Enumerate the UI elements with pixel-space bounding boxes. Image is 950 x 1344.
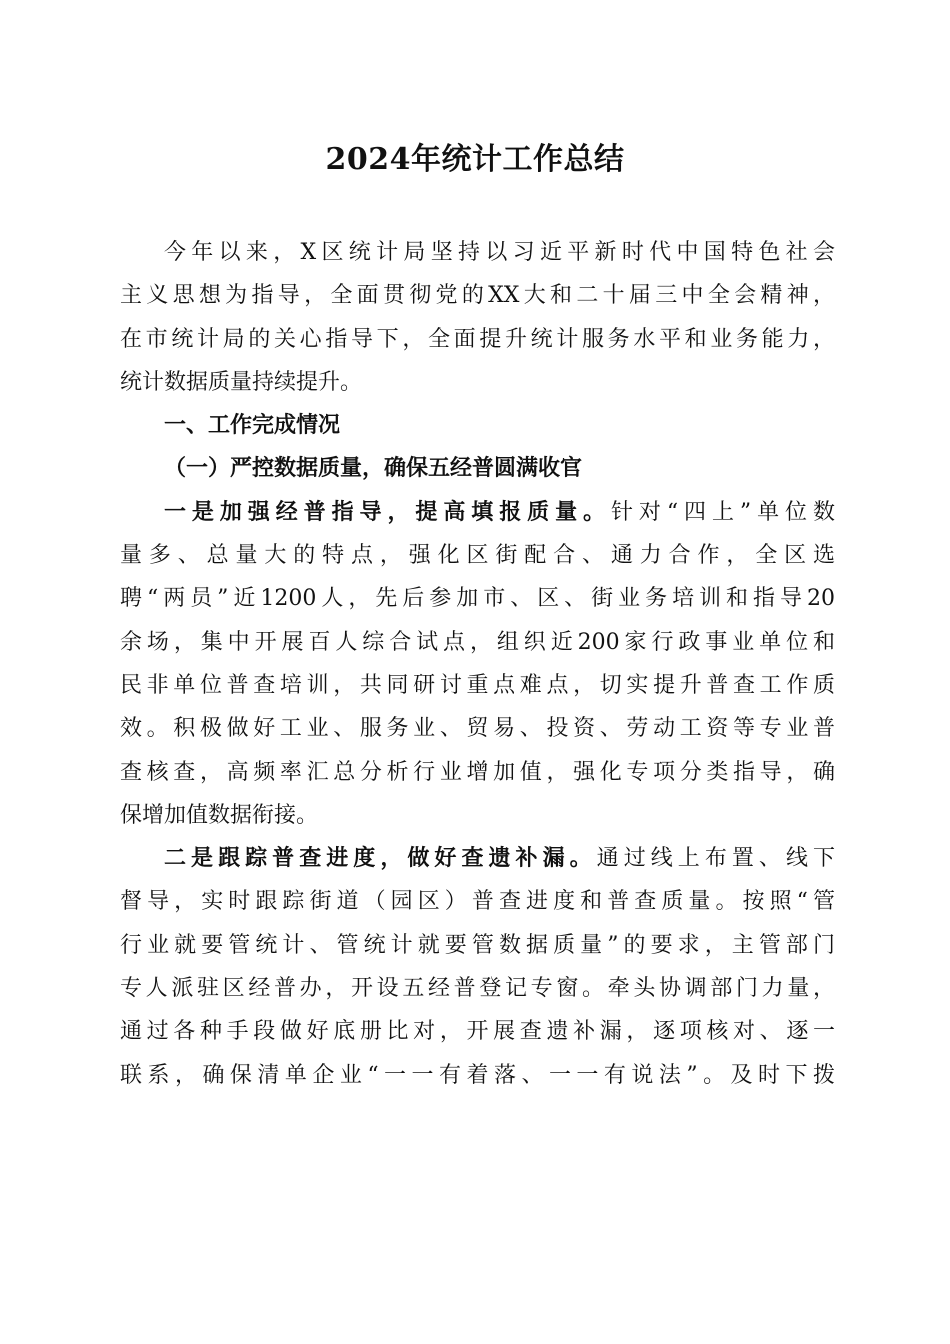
paragraph-line: 督导，实时跟踪街道（园区）普查进度和普查质量。按照“管: [120, 889, 835, 915]
document-title: 2024年统计工作总结: [325, 142, 625, 177]
paragraph-lead: 二是跟踪普查进度，做好查遗补漏。: [164, 845, 597, 872]
paragraph-text: 通过线上布置、线下: [596, 846, 835, 872]
paragraph-line: 民非单位普查培训，共同研讨重点难点，切实提升普查工作质: [120, 672, 835, 698]
intro-line: 统计数据质量持续提升。: [120, 369, 363, 395]
paragraph-line: [120, 837, 835, 880]
intro-line: 在市统计局的关心指导下，全面提升统计服务水平和业务能力，: [120, 326, 835, 352]
paragraph-line: [120, 491, 835, 534]
paragraph-line: 专人派驻区经普办，开设五经普登记专窗。牵头协调部门力量，: [120, 976, 835, 1002]
paragraph-line: 量多、总量大的特点，强化区街配合、通力合作，全区选: [120, 543, 835, 569]
paragraph-line: 效。积极做好工业、服务业、贸易、投资、劳动工资等专业普: [120, 716, 835, 742]
section-heading: 一、工作完成情况: [164, 413, 341, 439]
intro-line: 主义思想为指导，全面贯彻党的XX大和二十届三中全会精神，: [120, 283, 835, 309]
paragraph-line: 保增加值数据衔接。: [120, 802, 319, 828]
subsection-heading: （一）严控数据质量，确保五经普圆满收官: [164, 455, 583, 482]
paragraph-text: 针对“四上”单位数: [611, 499, 835, 525]
document-body: [120, 231, 835, 1097]
intro-line: 今年以来，X区统计局坚持以习近平新时代中国特色社会: [164, 240, 835, 265]
paragraph-line: 聘“两员”近1200人，先后参加市、区、街业务培训和指导20: [120, 586, 835, 612]
paragraph-line: 行业就要管统计、管统计就要管数据质量”的要求，主管部门: [120, 932, 835, 958]
paragraph-line: 余场，集中开展百人综合试点，组织近200家行政事业单位和: [120, 629, 835, 655]
paragraph-line: 查核查，高频率汇总分析行业增加值，强化专项分类指导，确: [120, 759, 835, 785]
paragraph-lead: 一是加强经普指导，提高填报质量。: [164, 498, 611, 525]
paragraph-line: 通过各种手段做好底册比对，开展查遗补漏，逐项核对、逐一: [120, 1019, 835, 1045]
paragraph-line: 联系，确保清单企业“一一有着落、一一有说法”。及时下拨: [120, 1062, 835, 1088]
